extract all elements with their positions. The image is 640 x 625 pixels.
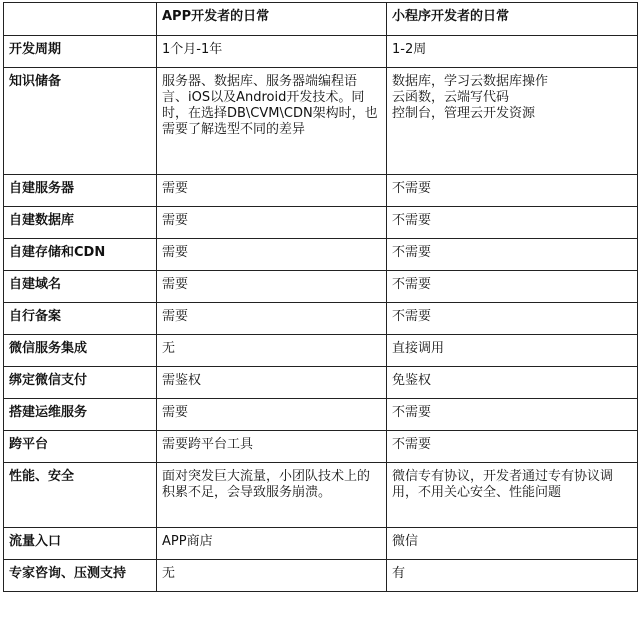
row-label: 自建数据库: [4, 207, 157, 239]
app-cell: 需要: [157, 175, 387, 207]
row-label: 微信服务集成: [4, 335, 157, 367]
miniprogram-cell: 不需要: [387, 271, 638, 303]
miniprogram-cell: 有: [387, 560, 638, 592]
miniprogram-cell: 不需要: [387, 207, 638, 239]
row-label: 性能、安全: [4, 463, 157, 528]
row-label: 绑定微信支付: [4, 367, 157, 399]
table-row: [4, 399, 638, 431]
app-cell: 需要: [157, 399, 387, 431]
app-cell: 需要: [157, 303, 387, 335]
table-row: [4, 463, 638, 528]
miniprogram-cell: 不需要: [387, 303, 638, 335]
app-cell: APP商店: [157, 528, 387, 560]
table-row: [4, 239, 638, 271]
header-cell-miniprogram: 小程序开发者的日常: [387, 3, 638, 36]
miniprogram-cell: 不需要: [387, 239, 638, 271]
miniprogram-cell: 微信: [387, 528, 638, 560]
table-row: [4, 36, 638, 68]
app-cell: 无: [157, 560, 387, 592]
miniprogram-cell: 数据库，学习云数据库操作 云函数，云端写代码 控制台，管理云开发资源: [387, 68, 638, 175]
miniprogram-cell: 微信专有协议，开发者通过专有协议调用，不用关心安全、性能问题: [387, 463, 638, 528]
row-label: 自建存储和CDN: [4, 239, 157, 271]
app-cell: 需要: [157, 271, 387, 303]
row-label: 专家咨询、压测支持: [4, 560, 157, 592]
miniprogram-cell: 不需要: [387, 431, 638, 463]
miniprogram-cell: 不需要: [387, 399, 638, 431]
table-row: [4, 303, 638, 335]
header-cell-empty: [4, 3, 157, 36]
table-row: [4, 560, 638, 592]
table-row: [4, 367, 638, 399]
row-label: 开发周期: [4, 36, 157, 68]
row-label: 流量入口: [4, 528, 157, 560]
app-cell: 需要: [157, 207, 387, 239]
miniprogram-cell: 免鉴权: [387, 367, 638, 399]
miniprogram-cell: 不需要: [387, 175, 638, 207]
miniprogram-cell: 直接调用: [387, 335, 638, 367]
row-label: 自建域名: [4, 271, 157, 303]
app-cell: 服务器、数据库、服务器端编程语言、iOS以及Android开发技术。同时，在选择DB\CVM\CDN架构时，也需要了解选型不同的差异: [157, 68, 387, 175]
table-row: [4, 68, 638, 175]
table-row: [4, 175, 638, 207]
comparison-table: [3, 2, 638, 592]
row-label: 自行备案: [4, 303, 157, 335]
app-cell: 需要跨平台工具: [157, 431, 387, 463]
header-row: [4, 3, 638, 36]
table-row: [4, 207, 638, 239]
header-cell-app: APP开发者的日常: [157, 3, 387, 36]
app-cell: 1个月-1年: [157, 36, 387, 68]
table-row: [4, 335, 638, 367]
row-label: 搭建运维服务: [4, 399, 157, 431]
app-cell: 需鉴权: [157, 367, 387, 399]
table-row: [4, 431, 638, 463]
table-row: [4, 271, 638, 303]
app-cell: 面对突发巨大流量，小团队技术上的积累不足，会导致服务崩溃。: [157, 463, 387, 528]
app-cell: 需要: [157, 239, 387, 271]
table-row: [4, 528, 638, 560]
row-label: 跨平台: [4, 431, 157, 463]
miniprogram-cell: 1-2周: [387, 36, 638, 68]
app-cell: 无: [157, 335, 387, 367]
row-label: 知识储备: [4, 68, 157, 175]
row-label: 自建服务器: [4, 175, 157, 207]
